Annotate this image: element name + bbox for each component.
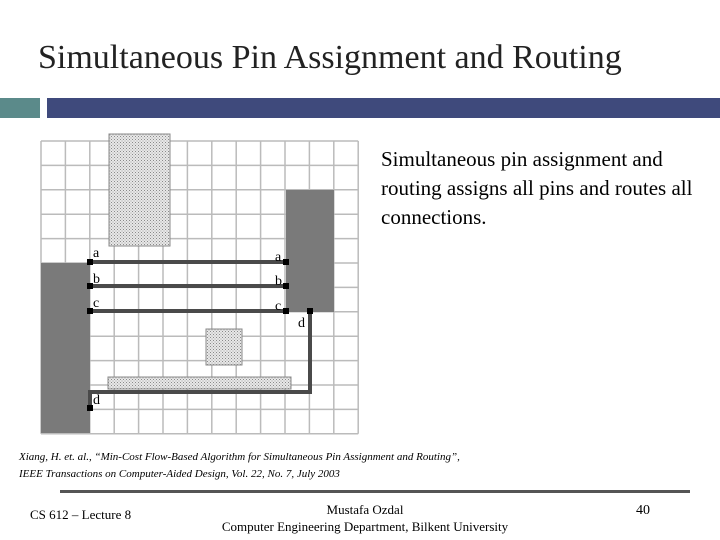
footer-course: CS 612 – Lecture 8 xyxy=(30,507,132,522)
citation-line-1: Xiang, H. et. al., “Min-Cost Flow-Based Algorithm for Simultaneous Pin Assignment and Routing”, xyxy=(19,451,460,463)
route-d xyxy=(90,311,310,408)
accent-bar-teal xyxy=(0,98,40,118)
pin-label-d-left: d xyxy=(93,393,100,408)
dark-block-right xyxy=(286,190,334,312)
pin-b-right xyxy=(283,283,289,289)
dark-block-left xyxy=(41,263,90,433)
pin-label-b-right: b xyxy=(275,274,282,289)
pin-label-d-right: d xyxy=(298,316,305,331)
dotted-bar-bottom xyxy=(108,377,291,389)
pin-label-b-left: b xyxy=(93,272,100,287)
slide-body-text: Simultaneous pin assignment and routing assigns all pins and routes all connections. xyxy=(381,147,693,229)
page-number: 40 xyxy=(636,503,650,518)
pin-label-a-left: a xyxy=(93,246,100,261)
footer-department: Computer Engineering Department, Bilkent University xyxy=(221,519,509,534)
accent-bar-navy xyxy=(47,98,720,118)
dotted-block-top xyxy=(109,134,170,246)
pin-a-right xyxy=(283,259,289,265)
pin-c-right xyxy=(283,308,289,314)
routing-grid-figure xyxy=(0,130,370,440)
pin-d-right xyxy=(307,308,313,314)
pin-label-c-right: c xyxy=(275,299,282,314)
citation-line-2: IEEE Transactions on Computer-Aided Design, Vol. 22, No. 7, July 2003 xyxy=(19,468,340,480)
footer-author: Mustafa Ozdal xyxy=(326,502,404,517)
footer-divider xyxy=(60,490,690,493)
pin-label-c-left: c xyxy=(93,296,100,311)
footer-author-block xyxy=(200,501,530,535)
pin-label-a-right: a xyxy=(275,250,282,265)
dotted-block-center xyxy=(206,329,242,365)
citation xyxy=(19,449,579,483)
slide-title: Simultaneous Pin Assignment and Routing xyxy=(38,39,622,76)
